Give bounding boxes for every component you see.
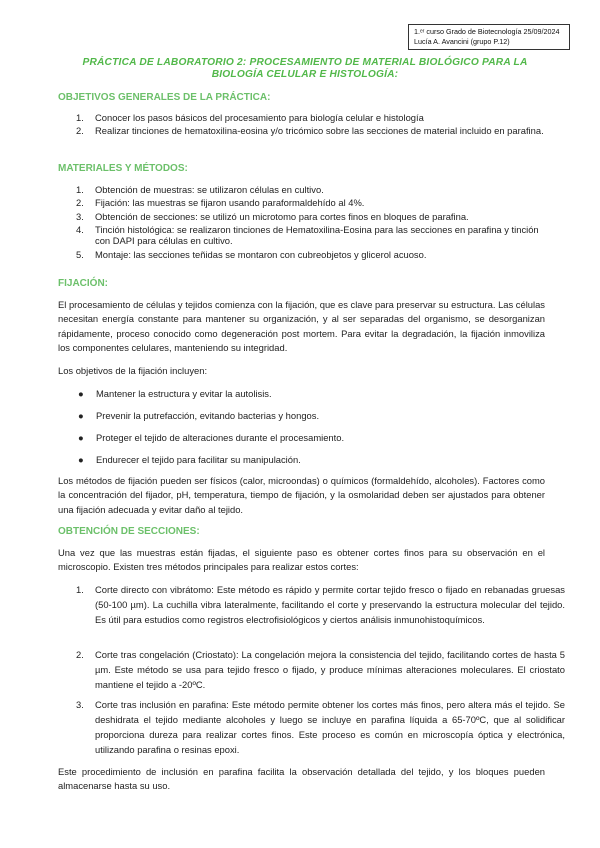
objetivos-list bbox=[76, 112, 546, 139]
header-course-date: 1.ᵉʳ curso Grado de Biotecnología 25/09/2024 bbox=[414, 27, 560, 36]
list-item: ● Prevenir la putrefacción, evitando bacterias y hongos. bbox=[78, 410, 320, 421]
list-item: 1. Corte directo con vibrátomo: Este método es rápido y permite cortar tejido fresco o fijado en rebanadas gruesas (50-100 µm). La cuchilla vibra lateralmente, facilitando el corte y preservando la estructura molecular del tejido. Es útil para estudios como registros electrofisiológicos y ciertos análisis inmunohistoquímicos. bbox=[76, 584, 565, 625]
fijacion-paragraph-1: El procesamiento de células y tejidos comienza con la fijación, que es clave para preservar su estructura. Las células necesitan energía constante para mantener su organización, y al ser separadas del organismo, se desorganizan rápidamente, proceso conocido como degeneración post mortem. Para evitar la degradación, la fijación inmoviliza los componentes celulares, manteniendo su integridad. bbox=[58, 299, 545, 354]
list-item: 2. Realizar tinciones de hematoxilina-eosina y/o tricómico sobre las secciones de material incluido en parafina. bbox=[76, 125, 544, 137]
secciones-paragraph-2: Este procedimiento de inclusión en parafina facilita la observación detallada del tejido, y los bloques pueden almacenarse hasta su uso. bbox=[58, 766, 545, 792]
list-item: ● Endurecer el tejido para facilitar su manipulación. bbox=[78, 454, 301, 465]
header-info-box bbox=[408, 24, 570, 50]
list-item: 4. Tinción histológica: se realizaron tinciones de Hematoxilina-Eosina para las secciones en parafina y tinción con DAPI para células en cultivo. bbox=[76, 224, 539, 247]
heading-fijacion: FIJACIÓN: bbox=[58, 278, 108, 289]
heading-secciones: OBTENCIÓN DE SECCIONES: bbox=[58, 526, 200, 537]
heading-objetivos: OBJETIVOS GENERALES DE LA PRÁCTICA: bbox=[58, 92, 271, 103]
heading-materiales: MATERIALES Y MÉTODOS: bbox=[58, 163, 188, 174]
list-item: 1. Obtención de muestras: se utilizaron células en cultivo. bbox=[76, 184, 324, 195]
secciones-paragraph-1: Una vez que las muestras están fijadas, el siguiente paso es obtener cortes finos para su observación en el microscopio. Existen tres métodos principales para realizar estos cortes: bbox=[58, 547, 545, 573]
materiales-list bbox=[76, 184, 546, 262]
list-item: 2. Corte tras congelación (Criostato): La congelación mejora la consistencia del tejido, facilitando cortes de hasta 5 µm. Este método se usa para tejido fresco o fijado, y produce mínimas alteraciones moleculares. El criostato mantiene el tejido a -20ºC. bbox=[76, 649, 565, 690]
list-item: 3. Obtención de secciones: se utilizó un microtomo para cortes finos en bloques de parafina. bbox=[76, 210, 469, 222]
list-item: 1. Conocer los pasos básicos del procesamiento para biología celular e histología bbox=[76, 112, 424, 123]
list-item: 5. Montaje: las secciones teñidas se montaron con cubreobjetos y glicerol acuoso. bbox=[76, 248, 427, 260]
list-item: 3. Corte tras inclusión en parafina: Este método permite obtener los cortes más finos, pero altera más el tejido. Se deshidrata el tejido mediante alcoholes y luego se incluye en parafina líquida a 65-70ºC, que al solidificar proporciona dureza para realizar cortes finos. Este proceso es común en microscopía óptica y electrónica, utilizando parafina o resinas epoxi. bbox=[76, 699, 565, 755]
list-item: ● Mantener la estructura y evitar la autolisis. bbox=[78, 388, 272, 399]
page-title: PRÁCTICA DE LABORATORIO 2: PROCESAMIENTO DE MATERIAL BIOLÓGICO PARA LA BIOLOGÍA CELULAR E HISTOLOGÍA: bbox=[82, 57, 528, 80]
header-student: Lucía A. Avancini (grupo P.12) bbox=[414, 37, 510, 46]
fijacion-paragraph-3: Los métodos de fijación pueden ser físicos (calor, microondas) o químicos (formaldehído, alcoholes). Factores como la concentración del fijador, pH, temperatura, tiempo de fijación, y la osmolaridad deben ser ajustados para obtener una fijación adecuada y evitar daño al tejido. bbox=[58, 475, 545, 515]
list-item: ● Proteger el tejido de alteraciones durante el procesamiento. bbox=[78, 432, 345, 443]
list-item: 2. Fijación: las muestras se fijaron usando paraformaldehído al 4%. bbox=[76, 197, 365, 209]
fijacion-paragraph-2: Los objetivos de la fijación incluyen: bbox=[58, 365, 208, 376]
